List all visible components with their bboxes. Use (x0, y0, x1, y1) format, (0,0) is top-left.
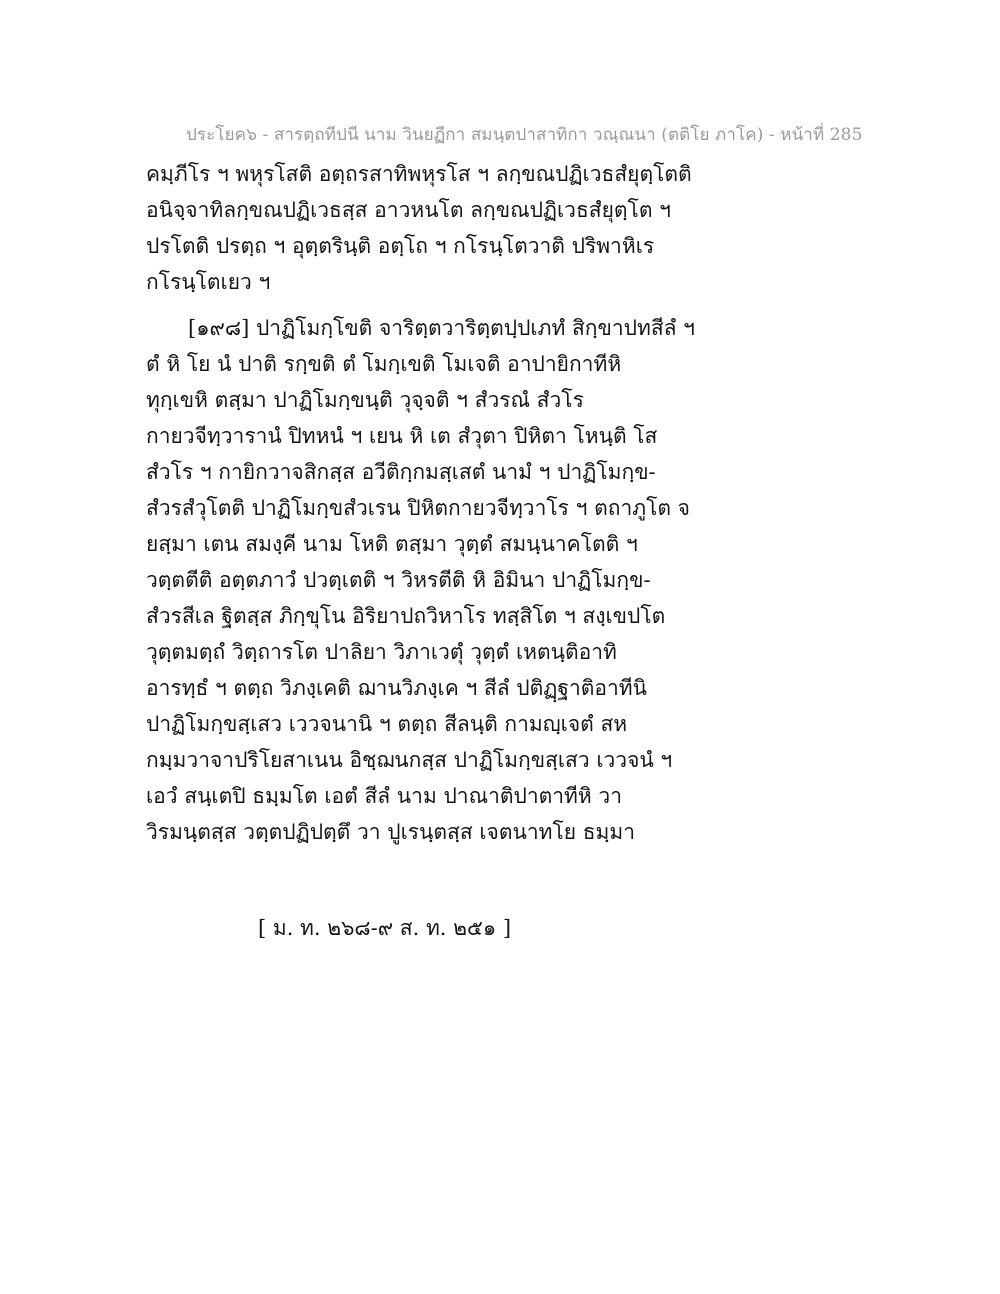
paragraph-2-line: กมฺมวาจาปริโยสาเนน อิชฺฌนกสฺส ปาฏิโมกฺขสฺเสว เววจนํ ฯ (146, 748, 673, 772)
paragraph-2-line: วุตฺตมตฺถํ วิตฺถารโต ปาลิยา วิภาเวตุํ วุตฺตํ เหตนฺติอาทิ (146, 640, 617, 664)
paragraph-1-line: อนิจฺจาทิลกฺขณปฏิเวธสฺส อาวหนโต ลกฺขณปฏิเวธสํยุตฺโต ฯ (146, 198, 671, 222)
footnote-reference: [ ม. ท. ๒๖๘-๙ ส. ท. ๒๕๑ ] (258, 916, 512, 940)
paragraph-1-line: ปรโตติ ปรตฺถ ฯ อุตฺตรินฺติ อตฺโถ ฯ กโรนฺโตวาติ ปริพาหิเร (146, 234, 655, 258)
running-header: ประโยค๖ - สารตฺถทีปนี นาม วินยฏีกา สมนฺตปาสาทิกา วณฺณนา (ตติโย ภาโค) - หน้าที่ 285 (186, 125, 863, 145)
paragraph-2-line: อารทฺธํ ฯ ตตฺถ วิภงฺเคติ ฌานวิภงฺเค ฯ สีลํ ปติฏฺฐาติอาทีนิ (146, 676, 647, 700)
paragraph-2-line: กายวจีทฺวารานํ ปิทหนํ ฯ เยน หิ เต สํวุตา ปิหิตา โหนฺติ โส (146, 424, 658, 448)
paragraph-2-line: ตํ หิ โย นํ ปาติ รกฺขติ ตํ โมกฺเขติ โมเจติ อาปายิกาทีหิ (146, 352, 622, 376)
body-text (146, 156, 846, 850)
paragraph-2-line: สํวรสํวุโตติ ปาฏิโมกฺขสํวเรน ปิหิตกายวจีทฺวาโร ฯ ตถาภูโต จ (146, 496, 690, 520)
paragraph-2-line: สํวโร ฯ กายิกวาจสิกสฺส อวีติกฺกมสฺเสตํ นามํ ฯ ปาฏิโมกฺข- (146, 460, 656, 484)
paragraph-1-line: กโรนฺโตเยว ฯ (146, 270, 271, 294)
paragraph-2-first-line: [๑๙๘] ปาฏิโมกฺโขติ จาริตฺตวาริตฺตปฺปเภทํ สิกฺขาปทสีลํ ฯ (188, 316, 695, 340)
paragraph-gap (146, 300, 846, 310)
paragraph-2-line: ทุกฺเขหิ ตสฺมา ปาฏิโมกฺขนฺติ วุจฺจติ ฯ สํวรณํ สํวโร (146, 388, 584, 412)
paragraph-1-line: คมฺภีโร ฯ พหุรโสติ อตฺถรสาทิพหุรโส ฯ ลกฺขณปฏิเวธสํยุตฺโตติ (146, 162, 692, 186)
paragraph-2-line: ปาฏิโมกฺขสฺเสว เววจนานิ ฯ ตตฺถ สีลนฺติ กามญฺเจตํ สห (146, 712, 628, 736)
paragraph-2-line: วตฺตตีติ อตฺตภาวํ ปวตฺเตติ ฯ วิหรตีติ หิ อิมินา ปาฏิโมกฺข- (146, 568, 651, 592)
paragraph-2-line: สํวรสีเล ฐิตสฺส ภิกฺขุโน อิริยาปถวิหาโร ทสฺสิโต ฯ สงฺเขปโต (146, 604, 666, 628)
paragraph-2-line: ยสฺมา เตน สมงฺคี นาม โหติ ตสฺมา วุตฺตํ สมนฺนาคโตติ ฯ (146, 532, 638, 556)
paragraph-2-line: เอวํ สนฺเตปิ ธมฺมโต เอตํ สีลํ นาม ปาณาติปาตาทีหิ วา (146, 784, 623, 808)
paragraph-2-line: วิรมนฺตสฺส วตฺตปฏิปตฺตึ วา ปูเรนฺตสฺส เจตนาทโย ธมฺมา (146, 820, 636, 844)
